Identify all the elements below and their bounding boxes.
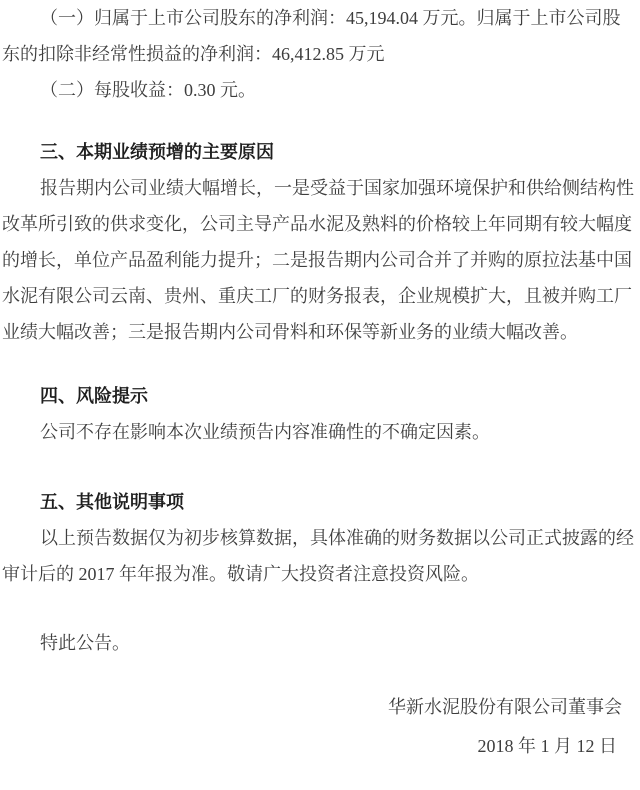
reasons-line-4: 水泥有限公司云南、贵州、重庆工厂的财务报表，企业规模扩大，且被并购工厂 [2,286,632,306]
other-notes-line-1: 以上预告数据仅为初步核算数据，具体准确的财务数据以公司正式披露的经 [40,528,634,548]
other-notes-line-2: 审计后的 2017 年年报为准。敬请广大投资者注意投资风险。 [2,564,479,584]
reasons-line-5: 业绩大幅改善；三是报告期内公司骨料和环保等新业务的业绩大幅改善。 [2,322,578,342]
reasons-line-3: 的增长，单位产品盈利能力提升；二是报告期内公司合并了并购的原拉法基中国 [2,250,632,270]
board-signature: 华新水泥股份有限公司董事会 [388,697,622,717]
announcement-date: 2018 年 1 月 12 日 [477,736,617,756]
risk-paragraph [2,414,634,450]
net-profit-paragraph [2,0,634,72]
closing-statement: 特此公告。 [40,633,130,653]
net-profit-line-2: 东的扣除非经常性损益的净利润：46,412.85 万元 [2,44,385,64]
risk-statement-line: 公司不存在影响本次业绩预告内容准确性的不确定因素。 [40,422,490,442]
reasons-line-1: 报告期内公司业绩大幅增长，一是受益于国家加强环境保护和供给侧结构性 [40,178,634,198]
net-profit-line-1: （一）归属于上市公司股东的净利润：45,194.04 万元。归属于上市公司股 [40,8,621,28]
eps-paragraph [2,72,634,108]
section-heading-other: 五、其他说明事项 [40,492,184,512]
reasons-paragraph [2,170,634,350]
other-notes-paragraph [2,520,634,592]
reasons-line-2: 改革所引致的供求变化，公司主导产品水泥及熟料的价格较上年同期有较大幅度 [2,214,632,234]
section-heading-reasons: 三、本期业绩预增的主要原因 [40,142,274,162]
eps-line: （二）每股收益：0.30 元。 [40,80,256,100]
section-heading-risk: 四、风险提示 [40,386,148,406]
